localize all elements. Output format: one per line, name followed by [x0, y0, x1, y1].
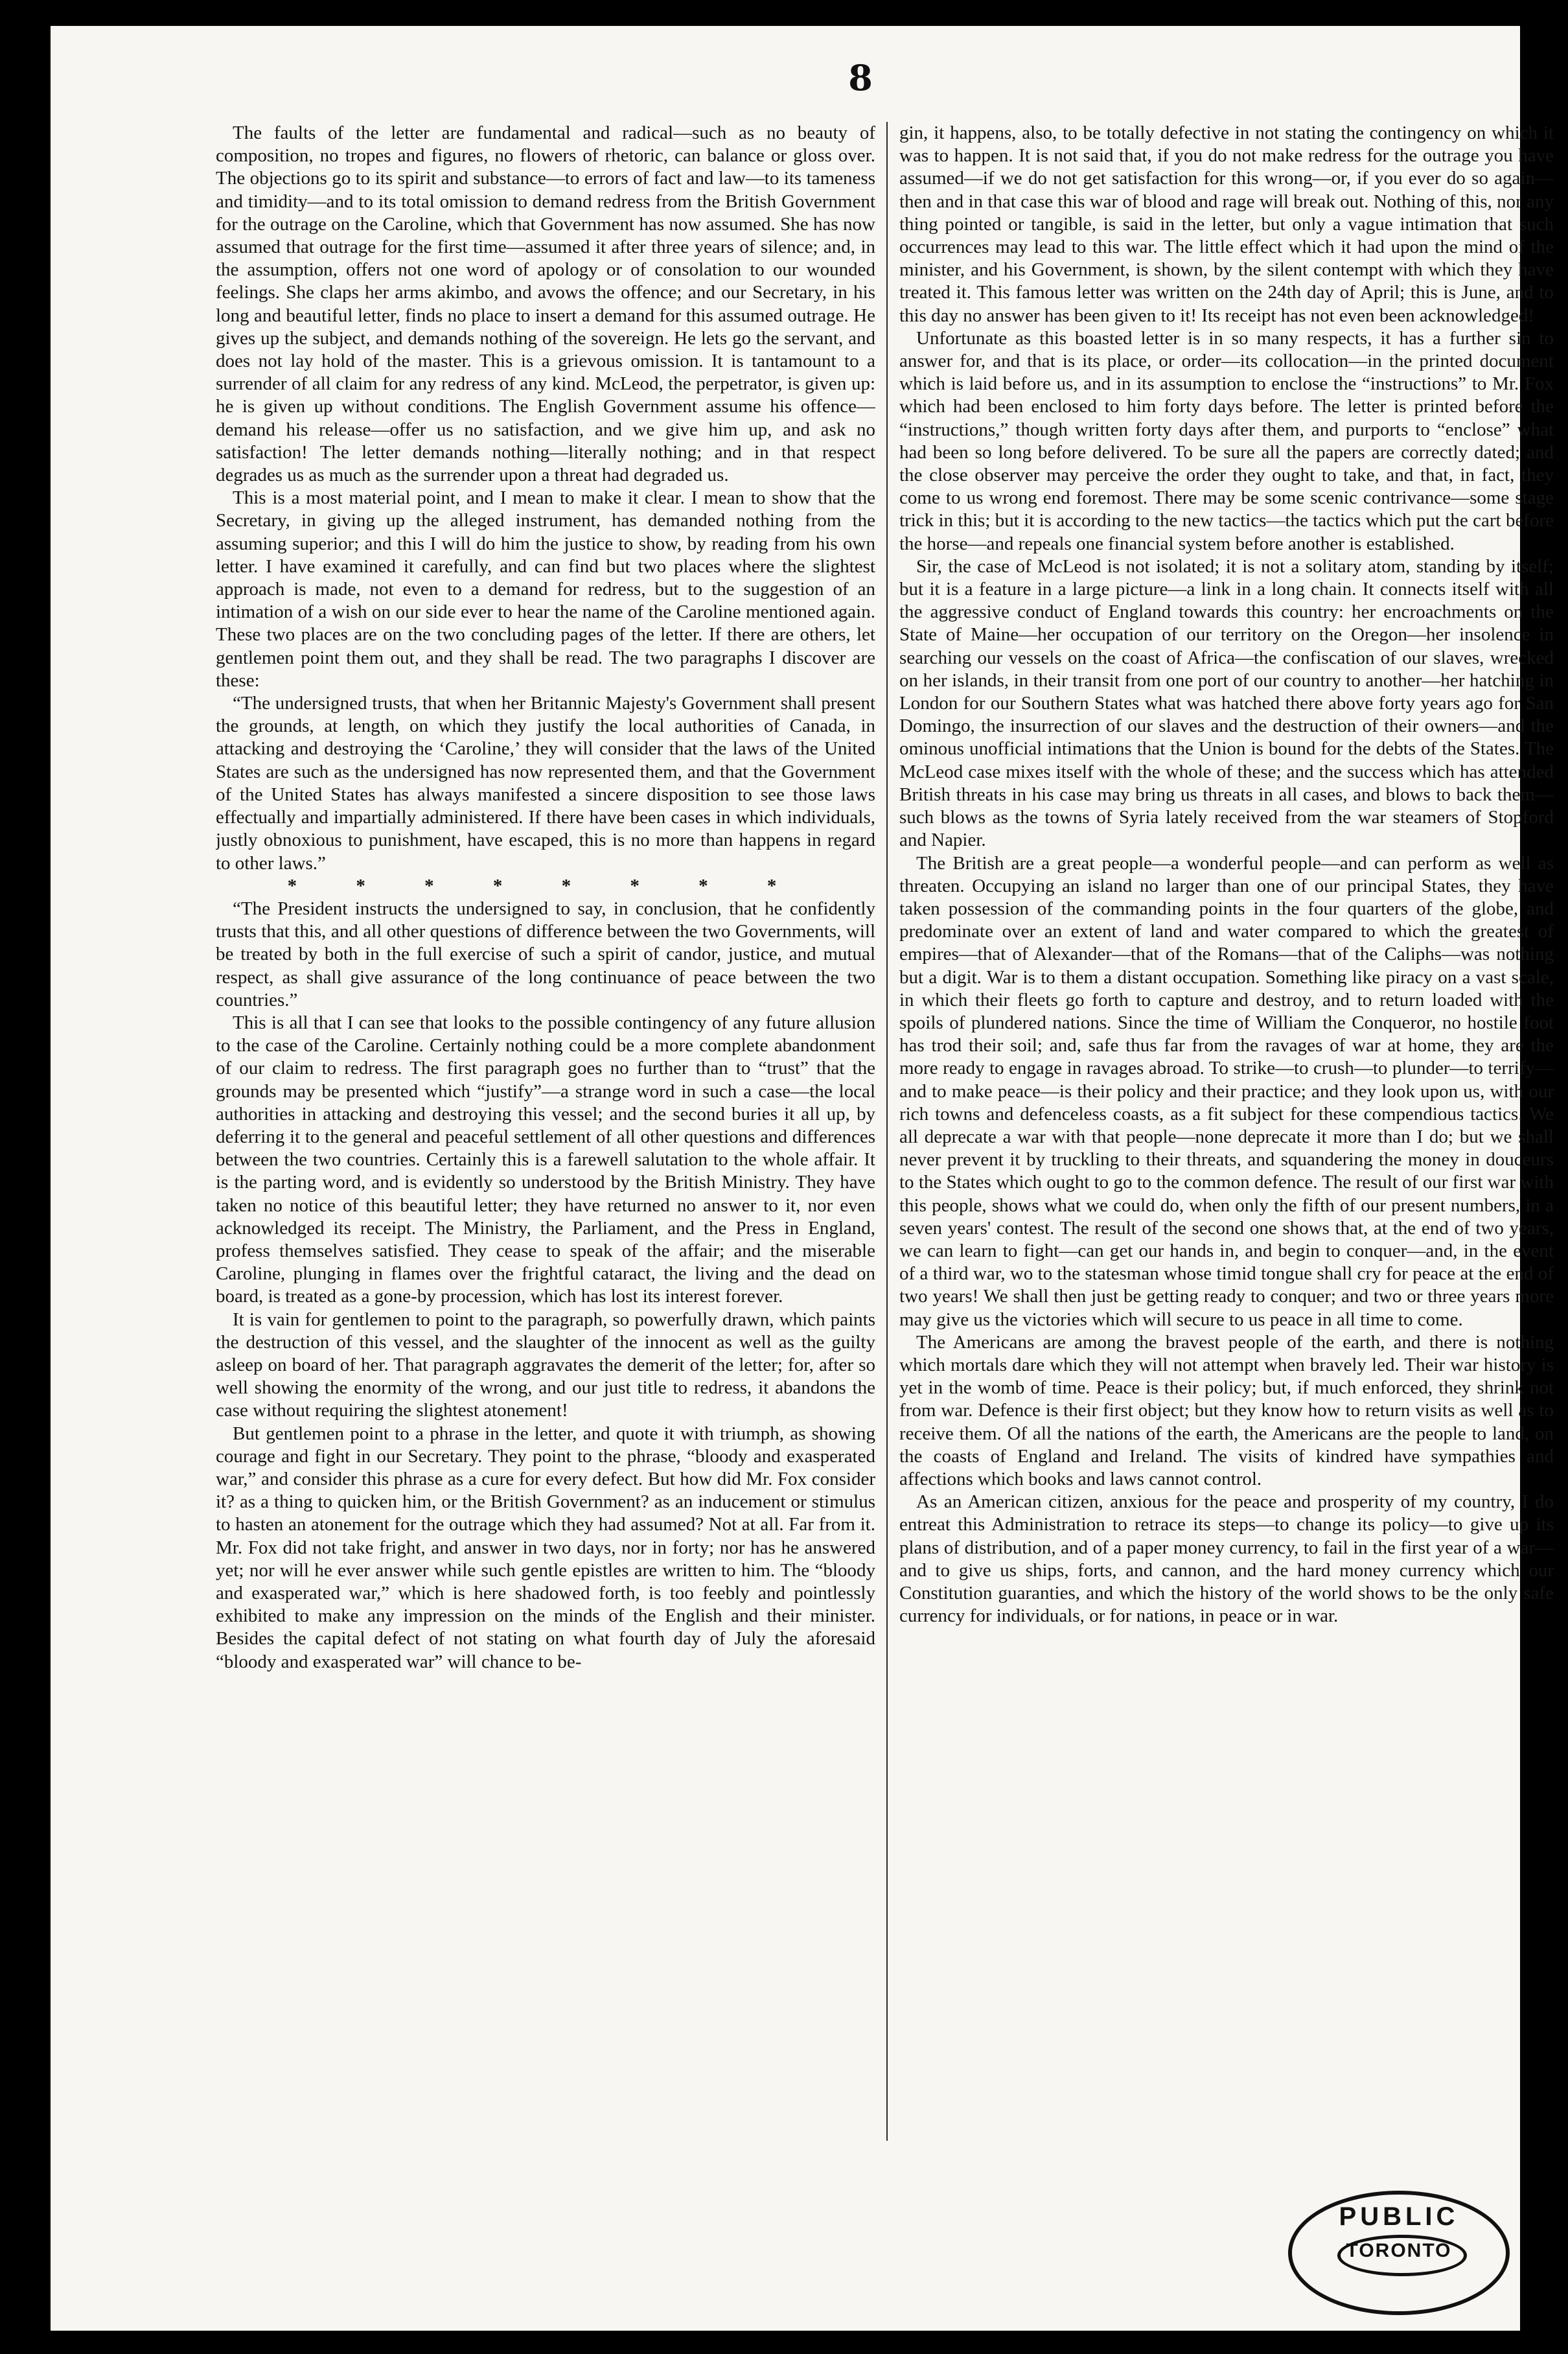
stamp-top-text: PUBLIC [1339, 2202, 1459, 2231]
paragraph: gin, it happens, also, to be totally defective in not stating the contingency on which it was to happen. It is not said that, if you do not make redress for the outrage you have assumed—if we do not get satisfaction for this wrong—or, if you ever do so again—then and in that case this war of blood and rage will break out. Nothing of this, nor any thing pointed or tangible, is said in the letter, but only a vague intimation that such occurrences may lead to this war. The little effect which it had upon the mind of the minister, and his Government, is shown, by the silent contempt with which they have treated it. This famous letter was written on the 24th day of April; this is June, and to this day no answer has been given to it! Its receipt has not even been acknowledged! [899, 122, 1554, 326]
paragraph: The British are a great people—a wonderful people—and can perform as well as threaten. Occupying an island no larger than one of our principal States, they have taken possession of the commanding points in the four quarters of the globe, and predominate over an extent of land and water compared to which the greatest of empires—that of Alexander—that of the Romans—that of the Caliphs—was nothing but a digit. War is to them a distant occupation. Something like piracy on a vast scale, in which their fleets go forth to capture and destroy, and to return loaded with the spoils of plundered nations. Since the time of William the Conqueror, no hostile foot has trod their soil; and, safe thus far from the ravages of war at home, they are the more ready to engage in ravages abroad. To strike—to crush—to plunder—to terrify—and to make peace—is their policy and their practice; and they look upon us, with our rich towns and defenceless coasts, as a fit subject for these compendious tactics. We all deprecate a war with that people—none deprecate it more than I do; but we shall never prevent it by truckling to their threats, and squandering the money in douceurs to the States which ought to go to the common defence. The result of our first war with this people, shows what we could do, when only the fifth of our present numbers, in a seven years' contest. The result of the second one shows that, at the end of two years, we can learn to fight—can get our hands in, and begin to conquer—and, in the event of a third war, wo to the statesman whose timid tongue shall cry for peace at the end of two years! We shall then just be getting ready to conquer; and two or three years more may give us the victories which will secure to us peace in all time to come. [899, 852, 1554, 1330]
paragraph: The Americans are among the bravest people of the earth, and there is nothing which mortals dare which they will not attempt when bravely led. Their war history is yet in the womb of time. Peace is their policy; but, if much enforced, they shrink not from war. Defence is their first object; but they know how to return visits as well as to receive them. Of all the nations of the earth, the Americans are the people to land, on the coasts of England and Ireland. The visits of kindred have sympathies and affections which books and laws cannot control. [899, 1331, 1554, 1489]
paragraph: The faults of the letter are fundamental and radical—such as no beauty of composition, no tropes and figures, no flowers of rhetoric, can balance or gloss over. The objections go to its spirit and substance—to errors of fact and law—to its tameness and timidity—and to its total omission to demand redress from the British Government for the outrage on the Caroline, which that Government has now assumed. She has now assumed that outrage for the first time—assumed it after three years of silence; and, in the assumption, offers not one word of apology or of consolation to our wounded feelings. She claps her arms akimbo, and avows the offence; and our Secretary, in his long and beautiful letter, finds no place to insert a demand for this assumed outrage. He gives up the subject, and demands nothing of the sovereign. He lets go the servant, and does not lay hold of the master. This is a grievous omission. It is tantamount to a surrender of all claim for any redress of any kind. McLeod, the perpetrator, is given up: he is given up without conditions. The English Government assume his offence—demand his release—offer us no satisfaction, and we give him up, and ask no satisfaction! The letter demands nothing—literally nothing; and in that respect degrades us as much as the surrender upon a threat had degraded us. [216, 122, 875, 486]
quoted-paragraph: “The President instructs the undersigned to say, in conclusion, that he confidently trusts that this, and all other questions of difference between the two Governments, will be treated by both in the full exercise of such a spirit of candor, justice, and mutual respect, as shall give assurance of the long continuance of peace between the two countries.” [216, 898, 875, 1010]
stamp-bottom-text: TORONTO [1346, 2240, 1452, 2261]
document-page [51, 26, 1554, 2331]
ellipsis-separator: * * * * * * * * [287, 875, 804, 896]
paragraph: Unfortunate as this boasted letter is in so many respects, it has a further sin to answer for, and that is its place, or order—its collocation—in the printed document which is laid before us, and in its assumption to enclose the “instructions” to Mr. Fox which had been enclosed to him forty days before. The letter is printed before the “instructions,” though written forty days after them, and purports to “enclose” what had been so long before delivered. To be sure all the papers are correctly dated; and the close observer may perceive the order they ought to take, and that, in fact, they come to us wrong end foremost. There may be some scenic contrivance—some stage trick in this; but it is according to the new tactics—the tactics which put the cart before the horse—and repeals one financial system before another is established. [899, 327, 1554, 554]
paragraph: As an American citizen, anxious for the peace and prosperity of my country, I do entreat this Administration to retrace its steps—to change its policy—to give up its plans of distribution, and of a paper money currency, to fail in the first year of a war—and to give us ships, forts, and cannon, and the hard money currency which our Constitution guaranties, and which the history of the world shows to be the only safe currency for individuals, or for nations, in peace or in war. [899, 1491, 1554, 1627]
right-column [899, 122, 1554, 2157]
paragraph: This is a most material point, and I mean to make it clear. I mean to show that the Secretary, in giving up the alleged instrument, has demanded nothing from the assuming superior; and this I will do him the justice to show, by reading from his own letter. I have examined it carefully, and can find but two places where the slightest approach is made, not even to a demand for redress, but to the suggestion of an intimation of a wish on our side ever to hear the name of the Caroline mentioned again. These two places are on the two concluding pages of the letter. If there are others, let gentlemen point them out, and they shall be read. The two paragraphs I discover are these: [216, 487, 875, 691]
column-divider [886, 122, 888, 2141]
left-column [216, 122, 875, 2157]
library-stamp [1288, 2191, 1510, 2315]
paragraph: Sir, the case of McLeod is not isolated; it is not a solitary atom, standing by itself; but it is a feature in a large picture—a link in a long chain. It connects itself with all the aggressive conduct of England towards this country: her encroachments on the State of Maine—her occupation of our territory on the Oregon—her insolence in searching our vessels on the coast of Africa—the confiscation of our slaves, wrecked on her islands, in their transit from one port of our country to another—her hatching in London for our Southern States what was hatched there above forty years ago for San Domingo, the insurrection of our slaves and the destruction of their owners—and the ominous unofficial intimations that the Union is bound for the debts of the States. The McLeod case mixes itself with the whole of these; and the success which has attended British threats in his case may bring us threats in all cases, and blows to back them—such blows as the towns of Syria lately received from the war steamers of Stopford and Napier. [899, 555, 1554, 851]
quoted-paragraph: “The undersigned trusts, that when her Britannic Majesty's Government shall present the grounds, at length, on which they justify the local authorities of Canada, in attacking and destroying the ‘Caroline,’ they will consider that the laws of the United States are such as the undersigned has now represented them, and that the Government of the United States has always manifested a sincere disposition to see those laws effectually and impartially administered. If there have been cases in which individuals, justly obnoxious to punishment, have escaped, this is no more than happens in regard to other laws.” [216, 693, 875, 874]
paragraph: But gentlemen point to a phrase in the letter, and quote it with triumph, as showing courage and fight in our Secretary. They point to the phrase, “bloody and exasperated war,” and consider this phrase as a cure for every defect. But how did Mr. Fox consider it? as a thing to quicken him, or the British Government? as an inducement or stimulus to hasten an atonement for the outrage which they had assumed? Not at all. Far from it. Mr. Fox did not take fright, and answer in two days, nor in forty; nor has he answered yet; nor will he ever answer while such gentle epistles are written to him. The “bloody and exasperated war,” which is here shadowed forth, is too feebly and pointlessly exhibited to make any impression on the minds of the English and their minister. Besides the capital defect of not stating on what fourth day of July the aforesaid “bloody and exasperated war” will chance to be- [216, 1423, 875, 1672]
paragraph: It is vain for gentlemen to point to the paragraph, so powerfully drawn, which paints the destruction of this vessel, and the slaughter of the innocent as well as the guilty asleep on board of her. That paragraph aggravates the demerit of the letter; for, after so well showing the enormity of the wrong, and our just title to redress, it abandons the case without requiring the slightest atonement! [216, 1309, 875, 1421]
page-number: 8 [848, 57, 873, 99]
paragraph: This is all that I can see that looks to the possible contingency of any future allusion to the case of the Caroline. Certainly nothing could be a more complete abandonment of our claim to redress. The first paragraph goes no further than to “trust” that the grounds may be presented which “justify”—a strange word in such a case—the local authorities in attacking and destroying this vessel; and the second buries it all up, by deferring it to the general and peaceful settlement of all other questions and differences between the two countries. Certainly this is a farewell salutation to the whole affair. It is the parting word, and is evidently so understood by the British Ministry. They have taken no notice of this beautiful letter; they have returned no answer to it, nor even acknowledged its receipt. The Ministry, the Parliament, and the Press in England, profess themselves satisfied. They cease to speak of the affair; and the miserable Caroline, plunging in flames over the frightful cataract, the living and the dead on board, is treated as a gone-by procession, which has lost its interest forever. [216, 1012, 875, 1307]
